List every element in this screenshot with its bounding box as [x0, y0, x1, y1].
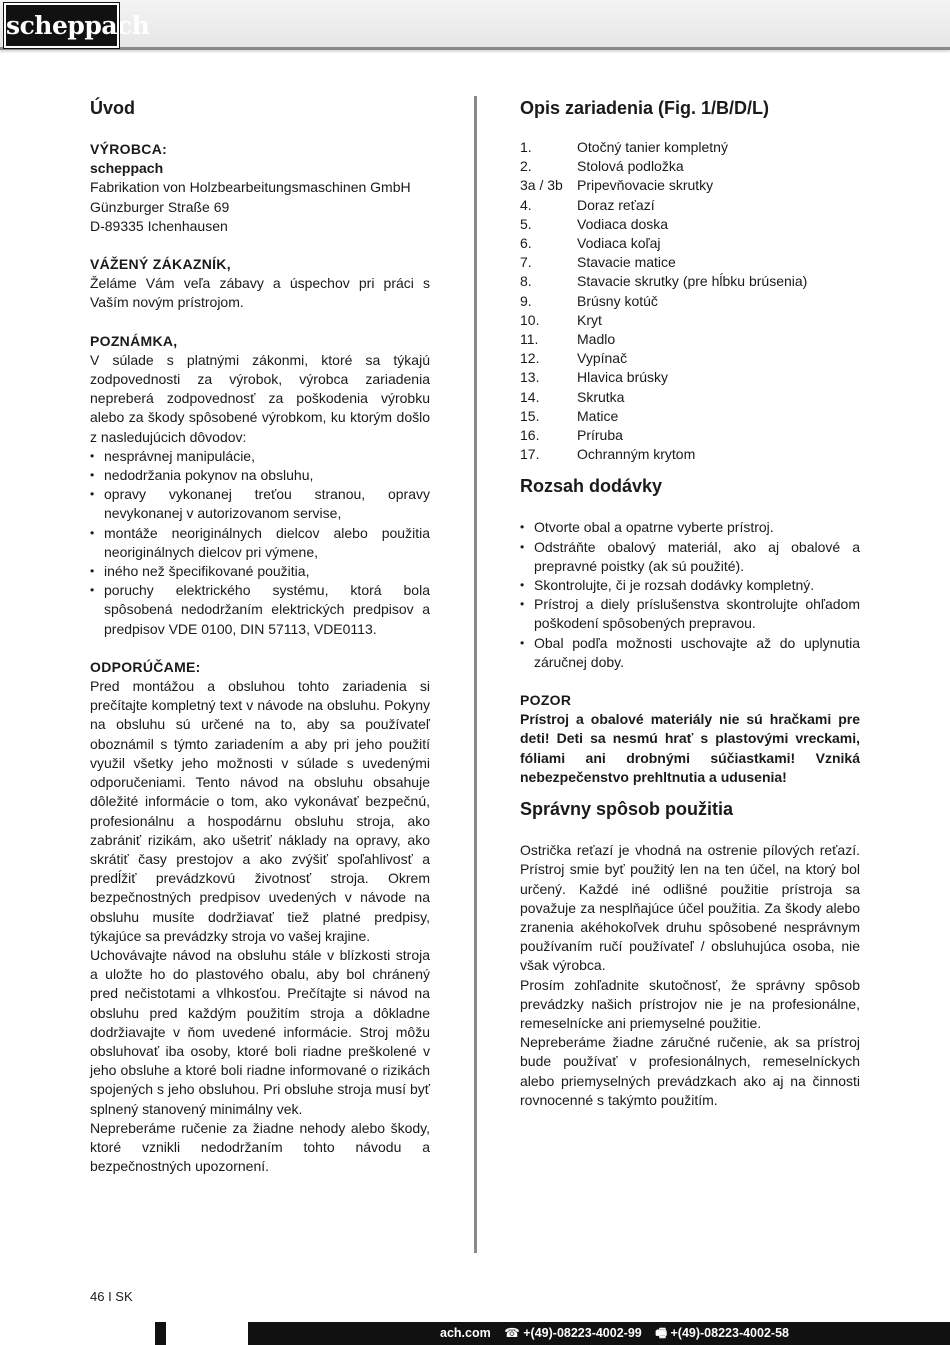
note-list [90, 447, 430, 639]
parts-list-item [520, 311, 860, 330]
part-number: 17. [520, 446, 540, 463]
list-item: • Odstráňte obalový materiál, ako aj obalové a prepravné poistky (ak sú použité). [520, 538, 860, 576]
part-name: Kryt [577, 311, 602, 328]
note-label: POZNÁMKA, [90, 332, 178, 349]
manufacturer-label: VÝROBCA: [90, 141, 168, 157]
part-number: 9. [520, 292, 532, 309]
caution-label: POZOR [520, 692, 572, 709]
customer-label: VÁŽENÝ ZÁKAZNÍK, [90, 256, 231, 273]
part-number: 2. [520, 158, 532, 175]
part-number: 15. [520, 407, 540, 424]
note-text: V súlade s platnými zákonmi, ktoré sa týkajú zodpovednosti za výrobok, výrobca zariadenia nepreberá zodpovednosť za poškodenia výrobku alebo za škody spôsobené výrobkom, ku ktorým došlo z nasledujúcich dôvodov: [90, 351, 430, 445]
list-item: • montáže neoriginálnych dielcov alebo použitia neoriginálnych dielcov pri výmene, [90, 524, 430, 562]
footer-fax: 🖷 +(49)-08223-4002-58 [655, 1326, 789, 1340]
parts-list-item [520, 253, 860, 272]
parts-list-item [520, 138, 860, 157]
parts-list-item [520, 330, 860, 349]
address-line: D-89335 Ichenhausen [90, 217, 228, 234]
description-title: Opis zariadenia (Fig. 1/B/D/L) [520, 98, 770, 118]
part-name: Matice [577, 407, 619, 424]
part-number: 5. [520, 215, 532, 232]
part-name: Hlavica brúsky [577, 369, 669, 386]
parts-list-item [520, 272, 860, 291]
parts-list-item [520, 426, 860, 445]
part-name: Vypínač [577, 350, 628, 367]
list-item: • nedodržania pokynov na obsluhu, [90, 466, 430, 485]
list-item: • Prístroj a diely príslušenstva skontrolujte ohľadom poškodení spôsobených prepravou. [520, 595, 860, 633]
part-number: 6. [520, 235, 532, 252]
scope-title: Rozsah dodávky [520, 476, 663, 497]
list-item: • Skontrolujte, či je rozsah dodávky kompletný. [520, 576, 860, 595]
part-name: Otočný tanier kompletný [577, 139, 728, 155]
list-item: • poruchy elektrického systému, ktorá bola spôsobená nedodržaním elektrických predpisov a predpisov VDE 0100, DIN 57113, VDE0113. [90, 581, 430, 639]
parts-list-item [520, 234, 860, 253]
part-number: 12. [520, 350, 540, 367]
part-number: 16. [520, 427, 540, 444]
parts-list-item [520, 388, 860, 407]
address-line: Fabrikation von Holzbearbeitungsmaschinen GmbH [90, 179, 411, 196]
part-name: Vodiaca koľaj [577, 235, 661, 252]
customer-text: Želáme Vám veľa zábavy a úspechov pri práci s Vaším novým prístrojom. [90, 275, 430, 311]
caution-text: Prístroj a obalové materiály nie sú hračkami pre deti! Deti sa nesmú hrať s plastovými vreckami, fóliami ani drobnými súčiastkami! Vzniká nebezpečenstvo prehltnutia a udusenia! [520, 711, 860, 785]
page-number: 46 I SK [90, 1289, 133, 1304]
address-line: Günzburger Straße 69 [90, 198, 230, 215]
list-item: • Obal podľa možnosti uschovajte až do uplynutia záručnej doby. [520, 634, 860, 672]
list-item: • Otvorte obal a opatrne vyberte prístroj. [520, 518, 860, 537]
part-name: Ochranným krytom [577, 446, 696, 463]
parts-list-item [520, 445, 860, 464]
part-name: Príruba [577, 427, 623, 444]
list-item: • opravy vykonanej treťou stranou, opravy nevykonanej v autorizovanom servise, [90, 485, 430, 523]
manufacturer-name: scheppach [90, 160, 164, 177]
part-number: 1. [520, 139, 532, 155]
parts-list-item [520, 215, 860, 234]
part-name: Brúsny kotúč [577, 292, 658, 309]
part-name: Madlo [577, 331, 616, 348]
part-name: Pripevňovacie skrutky [577, 177, 714, 194]
list-item: • nesprávnej manipulácie, [90, 447, 430, 466]
part-name: Stavacie matice [577, 254, 676, 271]
part-number: 7. [520, 254, 532, 271]
parts-list-item [520, 176, 860, 195]
list-item: • iného než špecifikované použitia, [90, 562, 430, 581]
footer-white-block [166, 1322, 248, 1345]
usage-paragraph: Prosím zohľadnite skutočnosť, že správny spôsob prevádzky našich prístrojov nie je na profesionálne, remeselnícke ani priemyselné použitie. [520, 976, 860, 1031]
parts-list-item [520, 407, 860, 426]
parts-list-item [520, 157, 860, 176]
header-bar [0, 0, 950, 50]
left-column [90, 96, 430, 1176]
part-number: 8. [520, 273, 532, 290]
column-divider [474, 96, 477, 1253]
parts-list-item [520, 349, 860, 368]
scope-list [520, 518, 860, 672]
part-number: 10. [520, 311, 540, 328]
recommend-paragraph: Pred montážou a obsluhou tohto zariadenia si prečítajte kompletný text v návode na obsluhu. Pokyny na obsluhu sú určené na to, aby sa používateľ oboznámil s týmto zariadením a aby pri jeho použití využil všetky jeho možnosti v súlade s uvedenými odporučeniami. Tento návod na obsluhu obsahuje dôležité informácie o tom, ako vykonávať bezpečnú, profesionálnu a hospodárnu obsluhu stroja, ako zabrániť rizikám, ako ušetriť náklady na opravy, ako skrátiť časy prestojov a ako zvýšiť spoľahlivosť a predĺžiť prevádzkovú životnosť stroja. Okrem bezpečnostných predpisov uvedených v návode na obsluhu musíte dodržiavať tiež platné predpisy, týkajúce sa prevádzky stroja vo vašej krajine. [90, 678, 430, 944]
part-name: Doraz reťazí [577, 196, 655, 213]
part-number: 13. [520, 369, 540, 386]
parts-list-item [520, 368, 860, 387]
part-number: 4. [520, 196, 532, 213]
recommend-paragraph: Uchovávajte návod na obsluhu stále v blízkosti stroja a uložte ho do plastového obalu, aby bol chránený pred nečistotami a vlhkosťou. Prečítajte si návod na obsluhu pred každým použitím stroja a dôkladne dodržiavajte v ňom uvedené informácie. Stroj môžu obsluhovať iba osoby, ktoré boli riadne preškolené v jeho obsluhe a ktoré boli riadne informované o rizikách spojených s jeho obsluhou. Pri obsluhe stroja musí byť splnený stanovený minimálny vek. [90, 946, 430, 1117]
footer-contact [440, 1322, 799, 1345]
recommend-paragraph: Nepreberáme ručenie za žiadne nehody alebo škody, ktoré vznikli nedodržaním tohto návodu a bezpečnostných upozornení. [90, 1119, 430, 1175]
footer-white-block [0, 1322, 155, 1345]
parts-list [520, 138, 860, 464]
parts-list-item [520, 196, 860, 215]
part-name: Vodiaca doska [577, 215, 669, 232]
part-number: 14. [520, 388, 540, 405]
brand-logo: scheppach [4, 3, 119, 48]
parts-list-item [520, 292, 860, 311]
usage-paragraph: Ostrička reťazí je vhodná na ostrenie pílových reťazí. Prístroj smie byť použitý len na ten účel, na ktorý bol určený. Každé iné odlišné použitie prístroja sa považuje za nesplňajúce účel použitia. Za škody alebo zranenia akéhokoľvek druhu spôsobené nesprávnym používaním ručí používateľ / obsluhujúca osoba, nie však výrobca. [520, 842, 860, 974]
intro-title: Úvod [90, 98, 135, 118]
recommend-label: ODPORÚČAME: [90, 658, 201, 675]
right-column [520, 96, 860, 1110]
part-name: Skrutka [577, 388, 625, 405]
usage-title: Správny spôsob použitia [520, 799, 734, 820]
footer-web[interactable]: ach.com [440, 1326, 491, 1340]
part-number: 11. [520, 331, 539, 348]
footer-phone: ☎ +(49)-08223-4002-99 [504, 1326, 642, 1340]
part-number: 3a / 3b [520, 177, 563, 194]
part-name: Stavacie skrutky (pre hĺbku brúsenia) [577, 273, 808, 290]
usage-paragraph: Nepreberáme žiadne záručné ručenie, ak sa prístroj bude používať v profesionálnych, remeselníckych alebo priemyselných prevádzkach ako aj na činnosti rovnocenné s takýmto použitím. [520, 1034, 860, 1108]
part-name: Stolová podložka [577, 158, 684, 175]
